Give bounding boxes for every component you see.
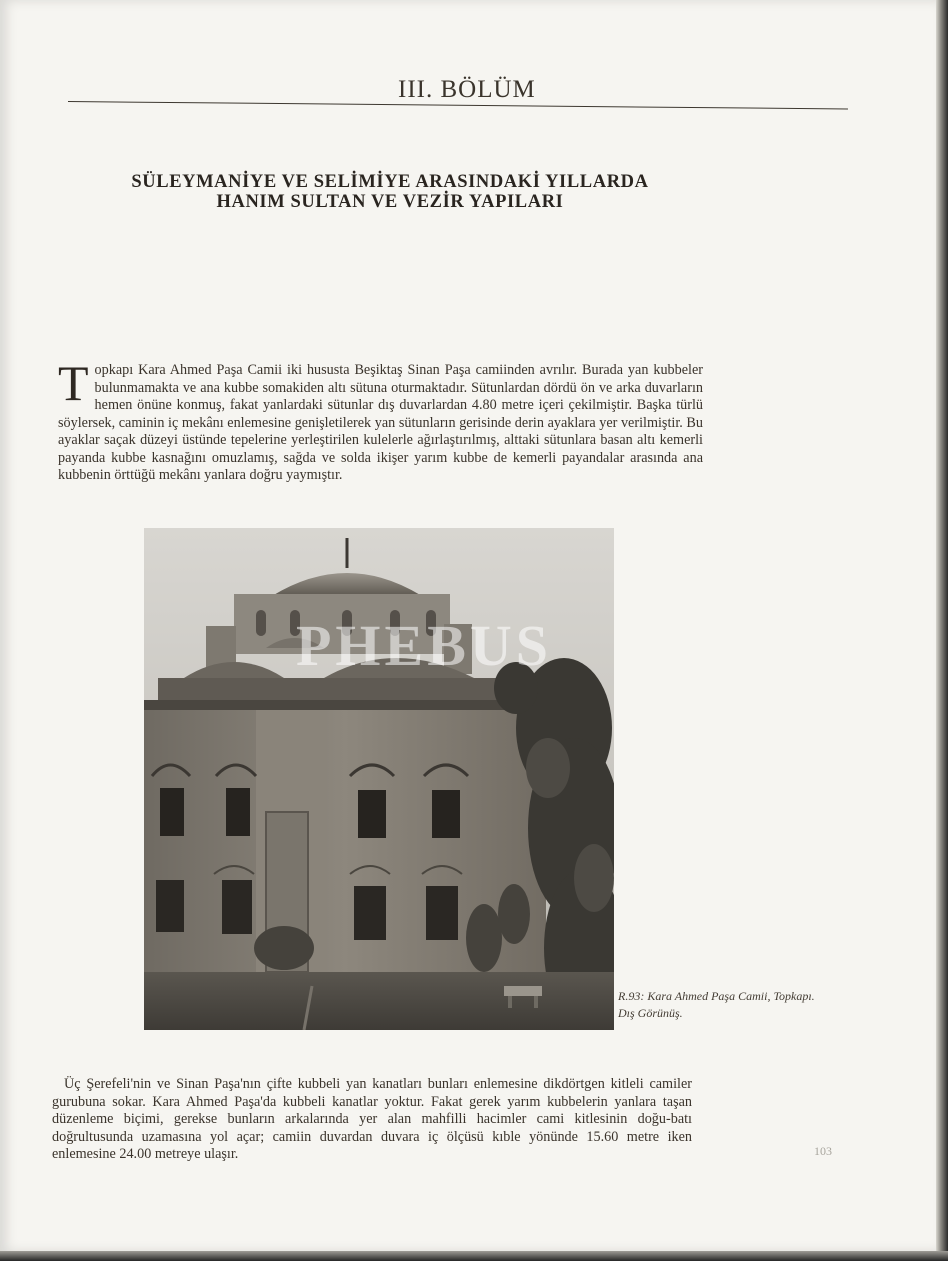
chapter-heading: III. BÖLÜM — [398, 76, 536, 103]
watermark-text: PHEBUS — [296, 613, 553, 678]
page-number: 103 — [814, 1144, 832, 1158]
body-paragraph-1 — [58, 355, 703, 485]
section-title-line-2: HANIM SULTAN VE VEZİR YAPILARI — [216, 192, 564, 212]
body-paragraph-2: Üç Şerefeli'nin ve Sinan Paşa'nın çifte kubbeli yan kanatları bunları enlemesine dikdörtgen kitleli camiler gurubuna sokar. Kara Ahmed Paşa'da kubbeli kanatlar yoktur. Fakat gerek yarım kubbelerin yanlara taşan düzenleme biçimi, gerekse bunların arkalarında yer alan mahfilli hacimler cami kitlesinin doğu-batı doğrultusunda uzamasına yol açar; camiin duvardan duvara iç ölçüsü kıble yönünde 15.60 metre iken enlemesine 24.00 metreye ulaşır. — [52, 1076, 692, 1162]
drop-cap: T — [58, 355, 89, 411]
section-title — [80, 172, 700, 212]
figure-caption: R.93: Kara Ahmed Paşa Camii, Topkapı. Dış Görünüş. — [618, 989, 815, 1020]
book-page-edge — [936, 0, 948, 1261]
book-bottom-edge — [0, 1251, 948, 1261]
paragraph-1-text: opkapı Kara Ahmed Paşa Camii iki hususta Beşiktaş Sinan Paşa camiinden avrılır. Burada yan kubbeler bulunmamakta ve ana kubbe somakiden altı sütuna oturmaktadır. Sütunlardan dördü ön ve arka duvarların hemen önüne konmuş, fakat yanlardaki sütunlar dış duvarlardan 4.80 metre içeri çekilmiştir. Başka türlü söylersek, caminin iç mekânı enlemesine genişletilerek yan sütunların gerisinde derin ayaklara yer verilmiştir. Bu ayaklar saçak düzeyi üstünde tepelerine yerleştirilen kulelerle ağırlaştırılmış, alttaki sütunlara basan altı kemerli payanda kubbe kasnağını omuzlamış, sağda ve solda ikişer yarım kubbe de kemerli payandalar arasında ana kubbenin örttüğü mekânı yanlara doğru yaymıştır. — [58, 362, 703, 483]
section-title-line-1: SÜLEYMANİYE VE SELİMİYE ARASINDAKİ YILLARDA — [131, 172, 649, 192]
mosque-photo-illustration — [144, 528, 614, 1030]
mosque-photograph — [144, 528, 614, 1030]
